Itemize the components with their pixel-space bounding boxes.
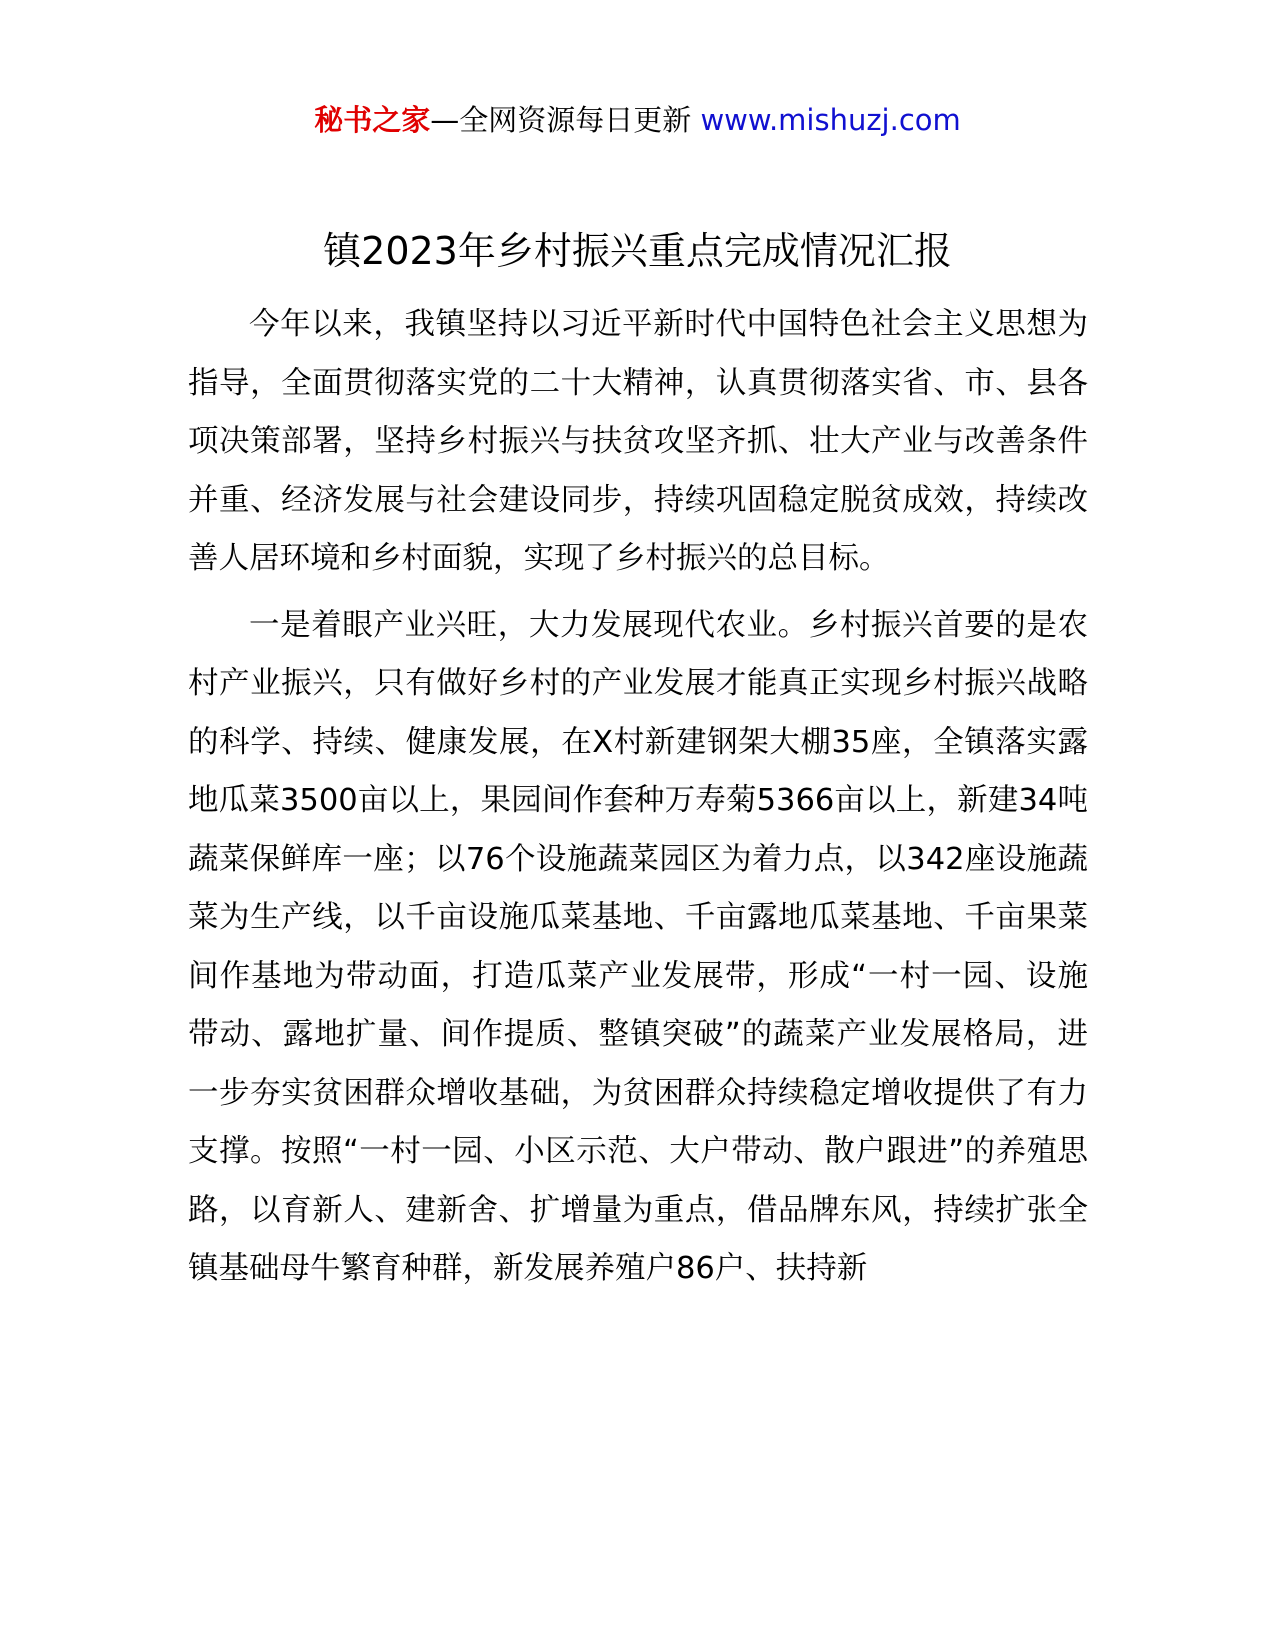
document-body bbox=[188, 296, 1088, 1299]
paragraph-intro: 今年以来，我镇坚持以习近平新时代中国特色社会主义思想为指导，全面贯彻落实党的二十大精神，认真贯彻落实省、市、县各项决策部署，坚持乡村振兴与扶贫攻坚齐抓、壮大产业与改善条件并重、经济发展与社会建设同步，持续巩固稳定脱贫成效，持续改善人居环境和乡村面貌，实现了乡村振兴的总目标。 bbox=[188, 307, 1088, 576]
site-brand: 秘书之家 bbox=[314, 103, 431, 137]
document-title: 镇2023年乡村振兴重点完成情况汇报 bbox=[323, 229, 952, 273]
site-slogan: —全网资源每日更新 bbox=[430, 103, 701, 137]
site-url: www.mishuzj.com bbox=[700, 103, 961, 137]
paragraph-industry: 一是着眼产业兴旺，大力发展现代农业。乡村振兴首要的是农村产业振兴，只有做好乡村的产业发展才能真正实现乡村振兴战略的科学、持续、健康发展，在X村新建钢架大棚35座，全镇落实露地瓜菜3500亩以上，果园间作套种万寿菊5366亩以上，新建34吨蔬菜保鲜库一座；以76个设施蔬菜园区为着力点，以342座设施蔬菜为生产线，以千亩设施瓜菜基地、千亩露地瓜菜基地、千亩果菜间作基地为带动面，打造瓜菜产业发展带，形成“一村一园、设施带动、露地扩量、间作提质、整镇突破”的蔬菜产业发展格局，进一步夯实贫困群众增收基础，为贫困群众持续稳定增收提供了有力支撑。按照“一村一园、小区示范、大户带动、散户跟进”的养殖思路，以育新人、建新舍、扩增量为重点，借品牌东风，持续扩张全镇基础母牛繁育种群，新发展养殖户86户、扶持新 bbox=[188, 607, 1088, 1286]
site-header bbox=[0, 100, 1275, 140]
